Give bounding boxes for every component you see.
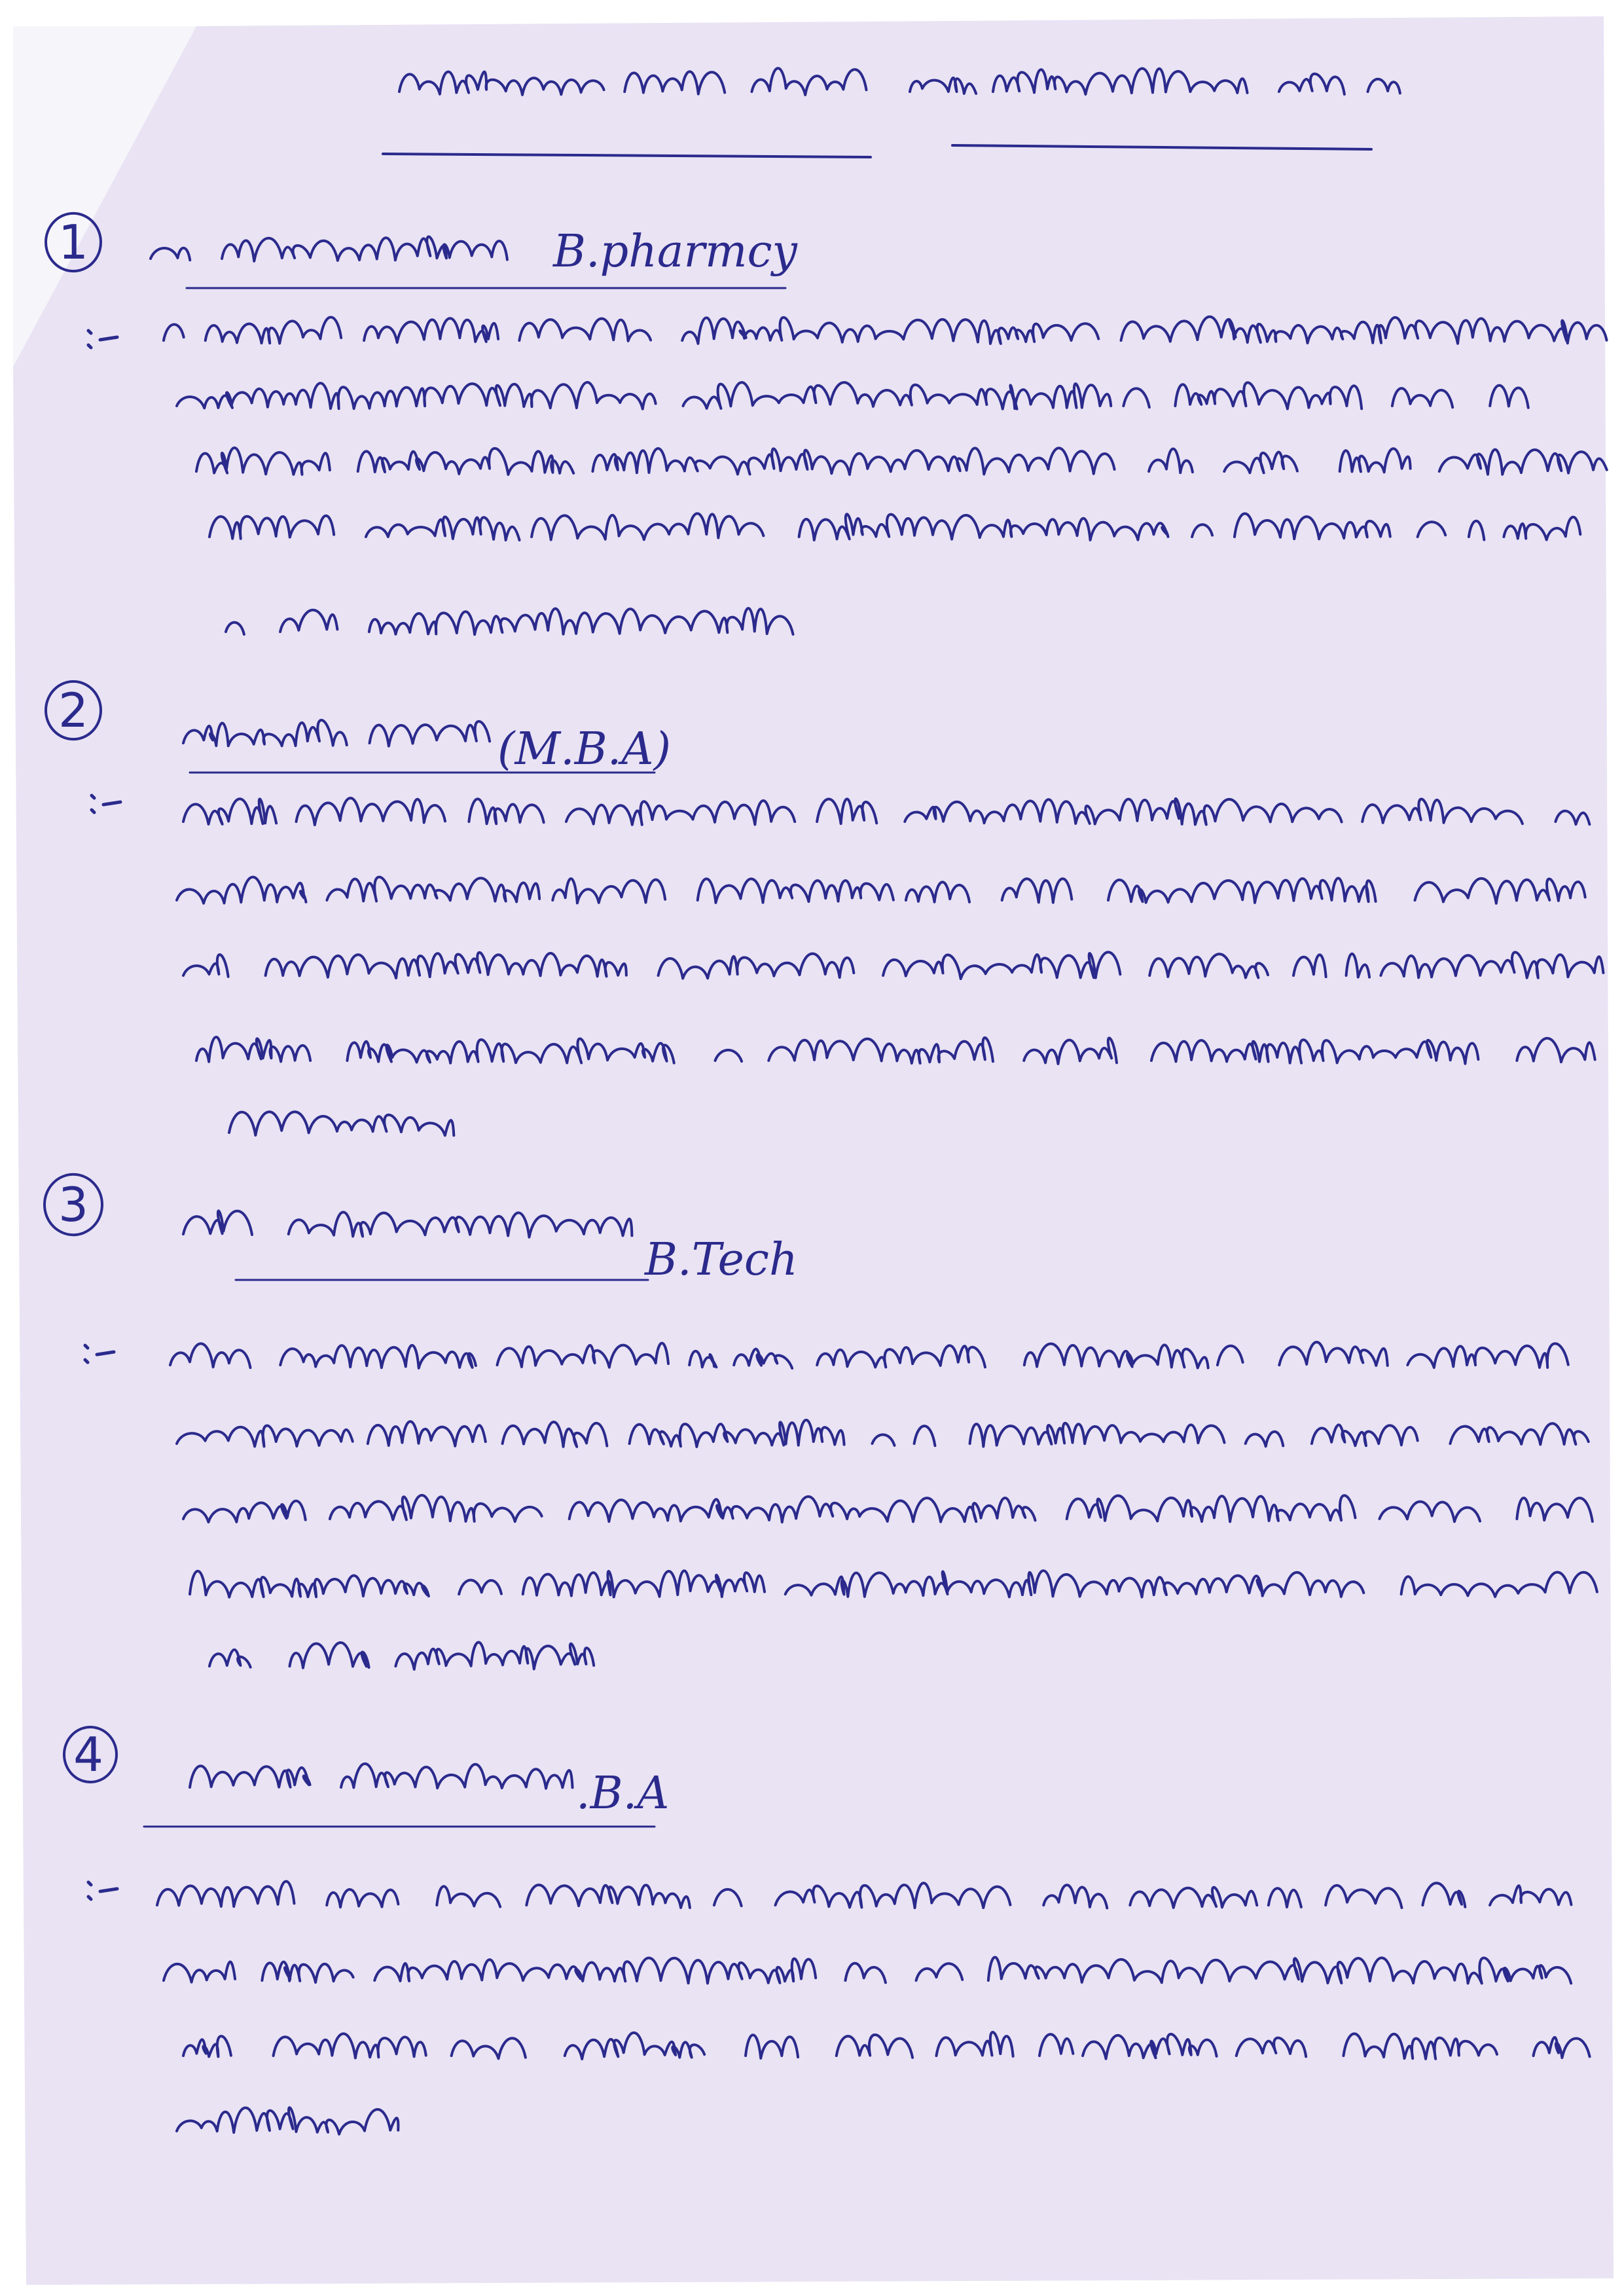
section-number-4: 4	[73, 1727, 103, 1782]
paragraph-1-line	[196, 448, 1607, 475]
heading-handwriting-3	[183, 1211, 632, 1237]
title-handwriting	[399, 68, 867, 95]
degree-label-1: B.pharmcy	[553, 226, 797, 278]
paragraph-1-line	[164, 317, 1606, 344]
bullet-1	[88, 331, 117, 348]
title-handwriting	[910, 69, 1400, 94]
heading-handwriting-1	[151, 236, 527, 261]
paragraph-2-line	[177, 877, 1585, 903]
section-number-1: 1	[58, 215, 88, 270]
bullet-3	[85, 1345, 114, 1362]
paragraph-1-line	[177, 382, 1566, 409]
paragraph-2-line	[183, 952, 1603, 979]
paragraph-3-line	[190, 1571, 1597, 1597]
paragraph-4-line	[157, 1882, 1571, 1908]
paragraph-3-line	[170, 1342, 1598, 1368]
paragraph-2-line	[196, 1037, 1595, 1064]
degree-label-4: .B.A	[576, 1768, 670, 1819]
paragraph-1-line	[226, 608, 793, 634]
title-underline	[383, 154, 871, 157]
section-number-2: 2	[58, 683, 88, 738]
paragraph-2-line	[229, 1112, 454, 1135]
title-underline	[952, 145, 1371, 149]
degree-label-2: (M.B.A)	[497, 723, 671, 775]
paragraph-4-line	[177, 2107, 398, 2134]
bullet-4	[88, 1882, 117, 1899]
degree-label-3: B.Tech	[645, 1234, 798, 1286]
paragraph-3-line	[209, 1643, 632, 1669]
bullet-2	[92, 795, 120, 812]
paragraph-4-line	[164, 1958, 1571, 1984]
paragraph-2-line	[183, 798, 1589, 825]
paragraph-4-line	[183, 2032, 1590, 2059]
paragraph-3-line	[183, 1495, 1593, 1522]
paragraph-1-line	[209, 513, 1580, 540]
heading-handwriting-4	[190, 1764, 600, 1789]
heading-handwriting-2	[183, 720, 490, 746]
paragraph-3-line	[177, 1420, 1589, 1447]
section-number-3: 3	[58, 1177, 88, 1232]
